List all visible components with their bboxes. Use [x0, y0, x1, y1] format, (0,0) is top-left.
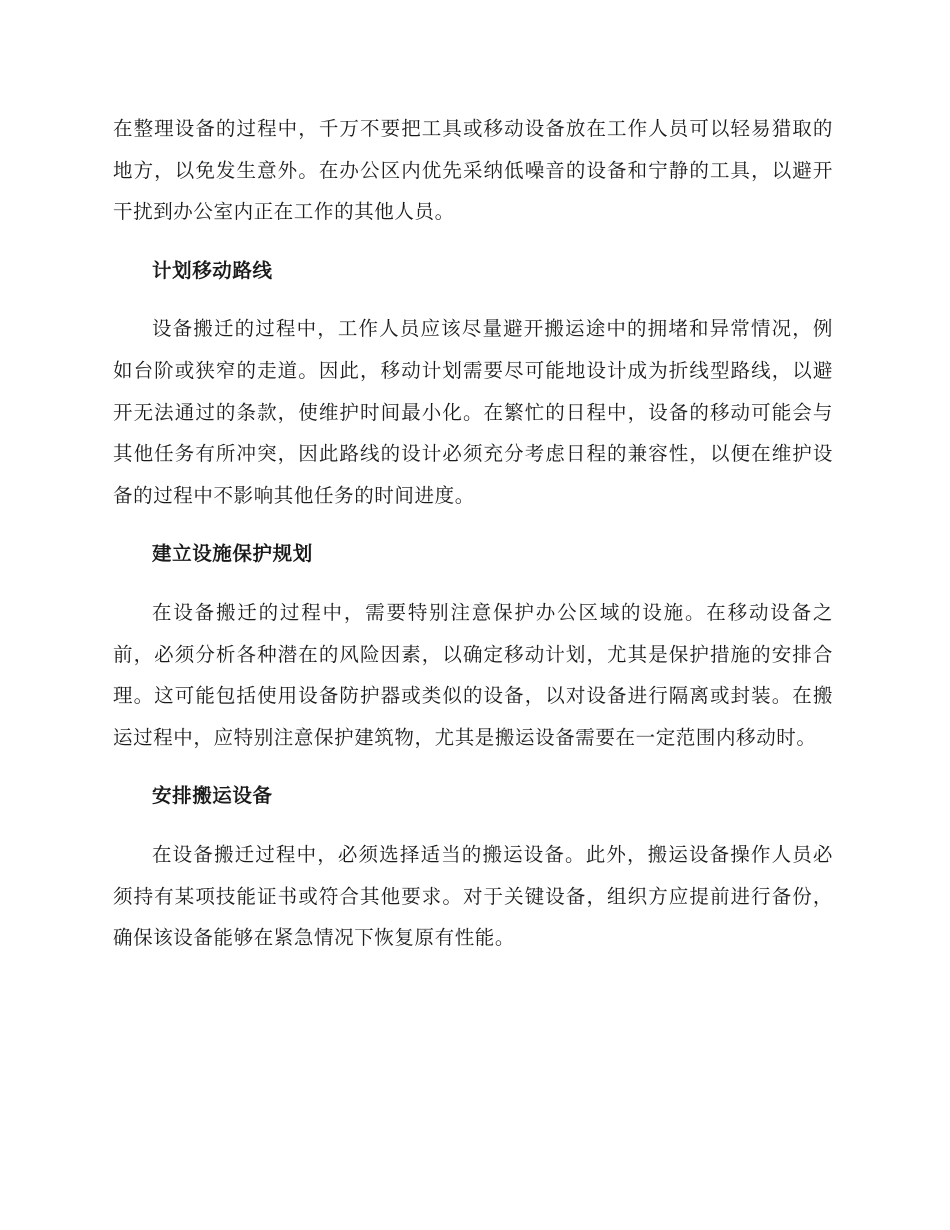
section-heading-facility-protection: 建立设施保护规划: [152, 542, 313, 566]
section-paragraph-route-planning: 设备搬迁的过程中，工作人员应该尽量避开搬运途中的拥堵和异常情况，例如台阶或狭窄的走道。因此，移动计划需要尽可能地设计成为折线型路线，以避开无法通过的条款，使维护时间最小化。在繁忙的日程中，设备的移动可能会与其他任务有所冲突，因此路线的设计必须充分考虑日程的兼容性，以便在维护设备的过程中不影响其他任务的时间进度。: [113, 317, 833, 507]
intro-paragraph: 在整理设备的过程中，千万不要把工具或移动设备放在工作人员可以轻易猎取的地方，以免发生意外。在办公区内优先采纳低噪音的设备和宁静的工具，以避开干扰到办公室内正在工作的其他人员。: [113, 117, 833, 224]
section-paragraph-facility-protection: 在设备搬迁的过程中，需要特别注意保护办公区域的设施。在移动设备之前，必须分析各种潜在的风险因素，以确定移动计划，尤其是保护措施的安排合理。这可能包括使用设备防护器或类似的设备，以对设备进行隔离或封装。在搬运过程中，应特别注意保护建筑物，尤其是搬运设备需要在一定范围内移动时。: [113, 600, 833, 749]
document-body: [113, 108, 833, 976]
section-heading-transport-equipment: 安排搬运设备: [152, 784, 273, 808]
section-paragraph-transport-equipment: 在设备搬迁过程中，必须选择适当的搬运设备。此外，搬运设备操作人员必须持有某项技能证书或符合其他要求。对于关键设备，组织方应提前进行备份，确保该设备能够在紧急情况下恢复原有性能。: [113, 842, 833, 950]
section-heading-route-planning: 计划移动路线: [152, 258, 273, 282]
